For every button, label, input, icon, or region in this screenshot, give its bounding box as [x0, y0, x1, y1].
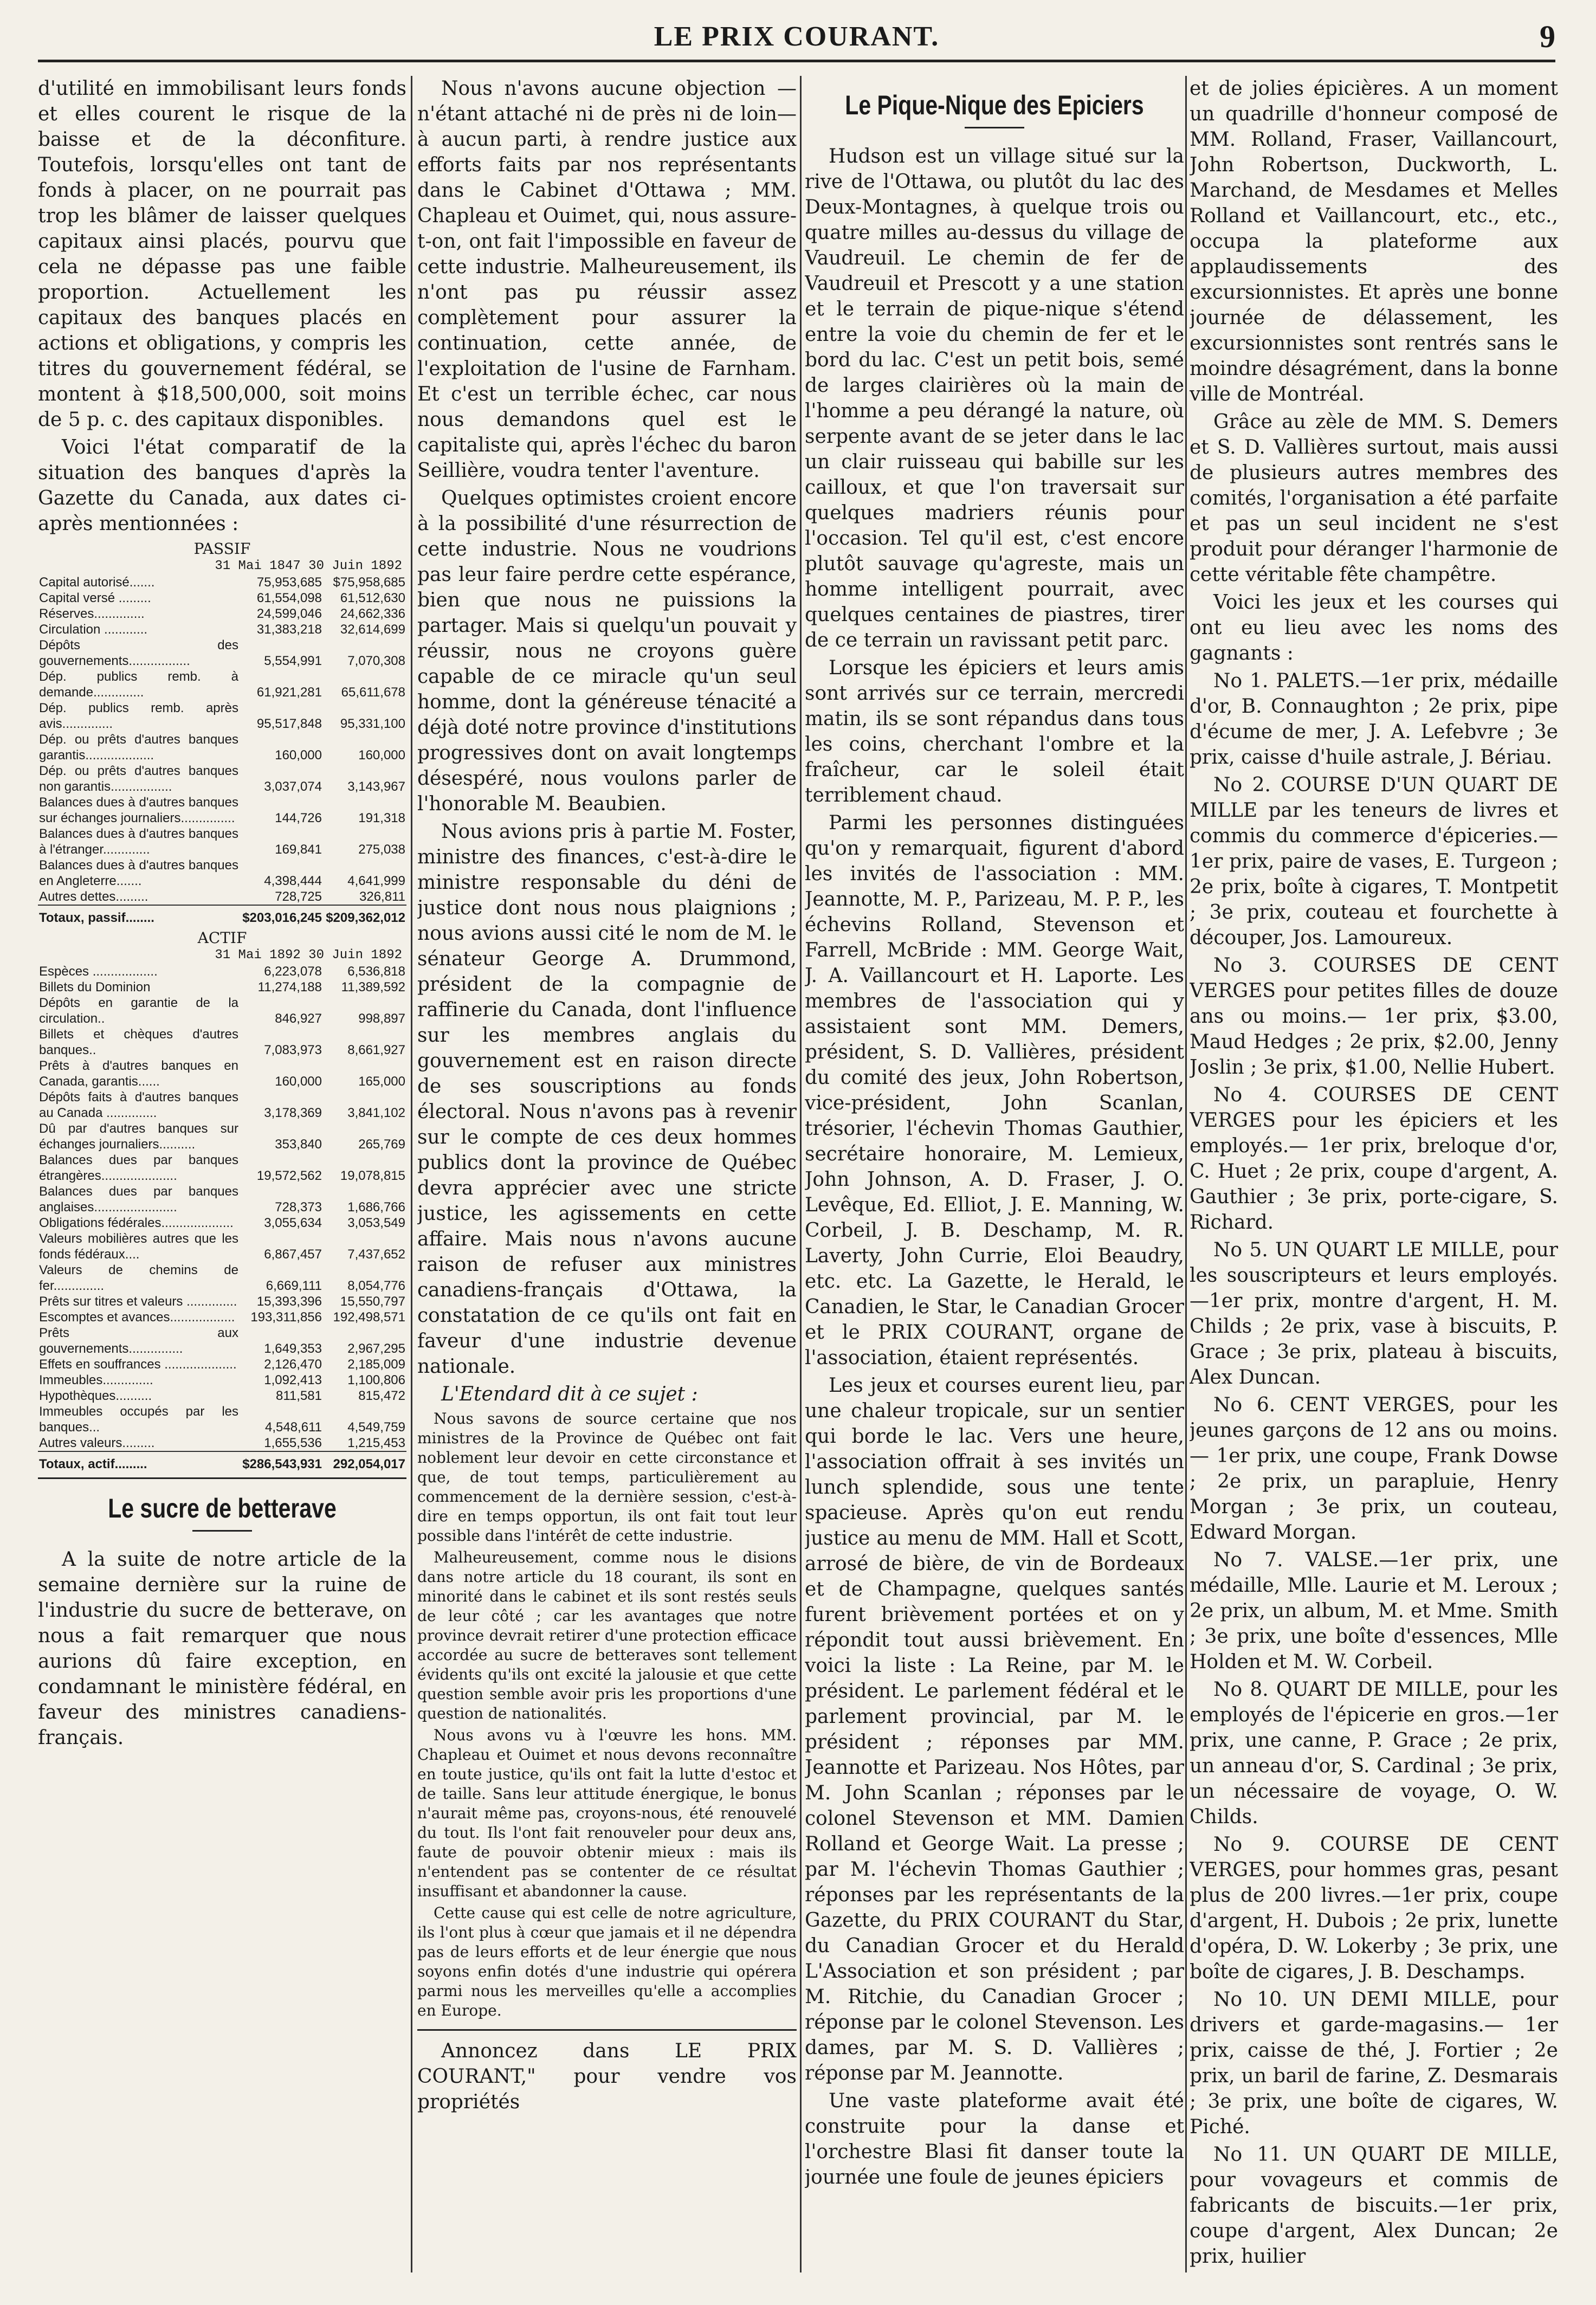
row-label: Effets en souffrances .................... [39, 1357, 237, 1372]
total-june: 292,054,017 [323, 1451, 406, 1472]
table-row [38, 1058, 406, 1089]
value-june: 1,686,766 [347, 1200, 405, 1215]
value-june: 2,967,295 [347, 1341, 405, 1356]
value-may: 193,311,856 [250, 1310, 322, 1325]
row-label: Valeurs de chemins de fer.............. [39, 1263, 238, 1293]
value-may: 160,000 [275, 1074, 322, 1089]
value-june: 998,897 [358, 1011, 405, 1026]
actif-table [38, 964, 406, 1472]
value-1847: 24,599,046 [256, 606, 322, 621]
value-1847: 160,000 [275, 748, 322, 763]
row-label: Escomptes et avances.................. [39, 1310, 235, 1325]
row-label: Prêts aux gouvernements............... [39, 1326, 238, 1356]
actif-dates: 31 Mai 1892 30 Juin 1892 [215, 948, 402, 963]
paragraph: L'Etendard dit à ce sujet : [441, 1383, 698, 1405]
value-june: 1,100,806 [347, 1373, 405, 1387]
value-1847: 61,921,281 [256, 685, 322, 700]
value-1892: 61,512,630 [340, 591, 405, 605]
piquenique-headline: Le Pique-Nique des Epiciers [845, 90, 1144, 120]
prize-entry: No 4. COURSES DE CENT VERGES pour les épiciers et les employés.— 1er prix, breloque d'or, C. Huet ; 2e prix, coupe d'argent, A. Gauthier ; 3e prix, porte-cigare, S. Richard. [1190, 1084, 1558, 1234]
prize-entry: No 8. QUART DE MILLE, pour les employés de l'épicerie en gros.—1er prix, une canne, P. Grace ; 2e prix, un anneau d'or, S. Cardinal ; 3e prix, un nécessaire de voyage, O. W. Childs. [1190, 1678, 1558, 1828]
quote-paragraph: Malheureusement, comme nous le disions dans notre article du 18 courant, ils sont en minorité dans le cabinet et ils sont restés seuls de leur côté ; car les avantages que notre province devrait retirer d'une protection efficace accordée au sucre de betteraves sont tellement évidents qu'ils ont excité la jalousie et que cette question semble avoir pris les proportions d'une question de nationalités. [417, 1548, 797, 1722]
row-label: Valeurs mobilières autres que les fonds fédéraux.... [39, 1231, 238, 1262]
value-may: 1,649,353 [264, 1341, 322, 1356]
table-row [38, 1388, 406, 1404]
paragraph: A la suite de notre article de la semaine dernière sur la ruine de l'industrie du sucre de betterave, on nous a fait remarquer que nous aurions dû faire exception, en condamnant le ministère fédéral, en faveur des ministres canadiens-français. [38, 1548, 406, 1749]
total-may: $286,543,931 [240, 1451, 323, 1472]
value-may: 7,083,973 [264, 1043, 322, 1057]
column-2 [417, 76, 797, 2272]
row-label: Dépôts des gouvernements................. [39, 638, 238, 668]
row-label: Immeubles occupés par les banques... [39, 1404, 238, 1435]
paragraph: et de jolies épicières. A un moment un quadrille d'honneur composé de MM. Rolland, Fraser, Vaillancourt, John Robertson, Duckworth, L. Marchand, de Mesdames et Melles Rolland et Vaillancourt, etc., etc., occupa la plateforme aux applaudissements des excursionnistes. Et après une bonne journée de délassement, les excursionnistes sont rentrés sans le moindre désagrément, dans la bonne ville de Montréal. [1190, 78, 1558, 405]
bank-statement-passif [38, 540, 406, 926]
prize-entry: No 11. UN QUART DE MILLE, pour vovageurs et commis de fabricants de biscuits.—1er prix, coupe d'argent, Alex Duncan; 2e prix, huilier [1190, 2143, 1558, 2268]
quote-paragraph: Nous savons de source certaine que nos ministres de la Province de Québec ont fait noblement leur devoir en cette circonstance et que, de tout temps, particulièrement au commencement de la dernière session, c'est-à-dire en temps opportun, ils ont fait tout leur possible dans l'intérêt de cette industrie. [417, 1410, 797, 1545]
table-row [38, 795, 406, 826]
actif-heading: ACTIF [197, 929, 247, 947]
value-1847: 75,953,685 [256, 575, 322, 590]
value-1847: 728,725 [275, 889, 322, 904]
table-row [38, 1231, 406, 1262]
table-row [38, 1435, 406, 1451]
value-june: 3,053,549 [347, 1216, 405, 1230]
paragraph: Nous avions pris à partie M. Foster, ministre des finances, c'est-à-dire le ministre responsable du déni de justice dont nous nous plaignions ; nous avions aussi cité le nom de M. le sénateur George A. Drummond, président de la compagnie de raffinerie du Canada, dont l'influence sur les membres anglais du gouvernement est en raison directe de ses souscriptions au fonds électoral. Nous n'avons pas à revenir sur le compte de ces deux hommes publics dont la province de Québec devra apprécier avec une stricte justice, les agissements en cette affaire. Mais nous n'avons aucune raison de refuser aux ministres canadiens-français d'Ottawa, la constatation de ce qu'ils ont fait en faveur d'une industrie devenue nationale. [417, 821, 797, 1378]
bank-statement-actif [38, 929, 406, 1472]
value-1892: 326,811 [359, 889, 405, 904]
prize-entry: No 10. UN DEMI MILLE, pour drivers et garde-magasins.— 1er prix, caisse de thé, J. Fortier ; 2e prix, un baril de farine, Z. Desmarais ; 3e prix, une boîte de cigares, W. Piché. [1190, 1988, 1558, 2138]
prize-entry: No 6. CENT VERGES, pour les jeunes garçons de 12 ans ou moins.— 1er prix, une coupe, Frank Dowse ; 2e prix, un parapluie, Henry Morgan ; 3e prix, un couteau, Edward Morgan. [1190, 1394, 1558, 1544]
value-june: 19,078,815 [340, 1168, 405, 1183]
value-1892: 32,614,699 [340, 622, 405, 637]
value-may: 2,126,470 [264, 1357, 322, 1372]
table-row [38, 1121, 406, 1152]
value-may: 3,178,369 [264, 1106, 322, 1120]
total-label: Totaux, passif........ [38, 905, 240, 926]
table-row [38, 622, 406, 637]
row-label: Prêts à d'autres banques en Canada, garantis...... [39, 1058, 238, 1089]
row-label: Dépôts faits à d'autres banques au Canada .............. [39, 1090, 238, 1120]
table-row [38, 1294, 406, 1309]
value-june: 15,550,797 [340, 1294, 405, 1309]
masthead [38, 11, 1555, 62]
row-label: Dû par d'autres banques sur échanges journaliers.......... [39, 1121, 238, 1152]
table-row [38, 1404, 406, 1435]
table-row [38, 1184, 406, 1215]
row-label: Dép. ou prêts d'autres banques non garantis................. [39, 764, 238, 794]
value-june: 2,185,009 [347, 1357, 405, 1372]
value-1892: 275,038 [358, 842, 405, 857]
paragraph: Les jeux et courses eurent lieu, par une chaleur tropicale, sur un sentier qui borde le lac. Vers une heure, l'association offrait à ses invités un lunch splendide, sous une tente spacieuse. Après qu'on eut rendu justice au menu de MM. Hall et Scott, arrosé de bière, de vin de Bordeaux et de Champagne, quelques santés furent brièvement portées et on y répondit tout aussi brièvement. En voici la liste : La Reine, par M. le président. Le parlement fédéral et le parlement provincial, par M. le président ; réponses par MM. Jeannotte et Parizeau. Nos Hôtes, par M. John Scanlan ; réponses par le colonel Stevenson et MM. Damien Rolland et George Wait. La presse ; par M. l'échevin Thomas Gauthier ; réponses par les représentants de la Gazette, du PRIX COURANT du Star, du Canadian Grocer et du Herald L'Association et son président ; par M. Ritchie, du Canadian Grocer ; réponse par le colonel Stevenson. Les dames, par M. S. D. Vallières ; réponse par M. Jeannotte. [805, 1374, 1184, 2084]
quotation [417, 1409, 797, 2020]
value-may: 4,548,611 [265, 1420, 322, 1435]
paragraph: Nous n'avons aucune objection —n'étant attaché ni de près ni de loin—à aucun parti, à rendre justice aux efforts faits par nos représentants dans le Cabinet d'Ottawa ; MM. Chapleau et Ouimet, qui, nous assure-t-on, ont fait l'impossible en faveur de cette industrie. Malheureusement, ils n'ont pas pu réussir assez complètement pour assurer la continuation, cette année, de l'exploitation de l'usine de Farnham. Et c'est un terrible échec, car nous nous demandons quel est le capitaliste qui, après l'échec du baron Seillière, voudra tenter l'aventure. [417, 78, 797, 482]
table-row [38, 1152, 406, 1184]
table-row [38, 1026, 406, 1058]
value-1892: 24,662,336 [340, 606, 405, 621]
row-label: Réserves.............. [39, 606, 145, 621]
row-label: Immeubles.............. [39, 1373, 153, 1387]
value-may: 728,373 [275, 1200, 322, 1215]
total-1847: $203,016,245 [240, 905, 323, 926]
row-label: Balances dues à d'autres banques à l'étranger............. [39, 827, 238, 857]
row-label: Circulation ............ [39, 622, 148, 637]
row-label: Autres dettes......... [39, 889, 148, 904]
column-divider [800, 76, 802, 2272]
table-row [38, 590, 406, 606]
value-1847: 144,726 [275, 811, 322, 825]
row-label: Obligations fédérales.................... [39, 1216, 234, 1230]
table-row [38, 732, 406, 763]
total-label: Totaux, actif......... [38, 1451, 240, 1472]
value-1847: 3,037,074 [264, 779, 322, 794]
paragraph: Une vaste plateforme avait été construite pour la danse et l'orchestre Blasi fit danser toute la journée une foule de jeunes épiciers [805, 2090, 1184, 2188]
row-label: Autres valeurs......... [39, 1436, 155, 1450]
value-1892: 160,000 [358, 748, 405, 763]
value-may: 1,092,413 [264, 1373, 322, 1387]
value-june: 192,498,571 [333, 1310, 405, 1325]
value-may: 11,274,188 [257, 980, 322, 995]
value-1847: 95,517,848 [256, 716, 322, 731]
value-june: 165,000 [358, 1074, 405, 1089]
advertisement-text: Annoncez dans LE PRIX COURANT," pour vendre vos propriétés [417, 2040, 797, 2113]
value-may: 353,840 [275, 1137, 322, 1152]
value-may: 6,223,078 [264, 964, 322, 979]
column-1 [38, 76, 406, 2272]
table-row [38, 763, 406, 795]
table-row [38, 995, 406, 1026]
column-divider [411, 76, 412, 2272]
row-label: Hypothèques.......... [39, 1389, 152, 1403]
table-row [38, 1357, 406, 1372]
row-label: Dép. ou prêts d'autres banques garantis................... [39, 732, 238, 763]
row-label: Prêts sur titres et valeurs .............. [39, 1294, 237, 1309]
prize-entry: No 3. COURSES DE CENT VERGES pour petites filles de douze ans ou moins.— 1er prix, $3.00, Maud Hedges ; 2e prix, $2.00, Jenny Joslin ; 3e prix, $1.00, Nellie Hubert. [1190, 954, 1558, 1079]
quote-paragraph: Nous avons vu à l'œuvre les hons. MM. Chapleau et Ouimet et nous devons reconnaître en toute justice, qu'ils ont fait la lutte d'estoc et de taille. Sans leur attitude énergique, le bonus n'aurait même pas, croyons-nous, été renouvelé du tout. Ils l'ont fait renouveler pour deux ans, faute de pouvoir obtenir mieux : mais ils n'entendent pas se contenter de ce résultat insuffisant et abandonner la cause. [417, 1726, 797, 1900]
paragraph: Voici l'état comparatif de la situation des banques d'après la Gazette du Canada, aux dates ci-après mentionnées : [38, 436, 406, 535]
table-row [38, 857, 406, 889]
value-may: 6,867,457 [264, 1247, 322, 1262]
table-row [38, 1089, 406, 1121]
paragraph: d'utilité en immobilisant leurs fonds et elles courent le risque de la baisse et de la déconfiture. Toutefois, lorsqu'elles ont tant de fonds à placer, on ne pourrait pas trop les blâmer de laisser quelques capitaux ainsi placés, pourvu que cela ne dépasse pas une faible proportion. Actuellement les capitaux des banques placés en actions et obligations, y compris les titres du gouvernement fédéral, se montent à $18,500,000, soit moins de 5 p. c. des capitaux disponibles. [38, 78, 406, 431]
prize-entry: No 9. COURSE DE CENT VERGES, pour hommes gras, pesant plus de 200 livres.—1er prix, coupe d'argent, H. Dubois ; 2e prix, lunette d'opéra, D. W. Lokerby ; 3e prix, une boîte de cigares, J. B. Deschamps. [1190, 1833, 1558, 1983]
headline-rule [192, 1530, 252, 1532]
row-label: Balances dues par banques étrangères..................... [39, 1153, 238, 1183]
value-may: 846,927 [275, 1011, 322, 1026]
row-label: Dépôts en garantie de la circulation.. [39, 996, 238, 1026]
table-row [38, 1262, 406, 1294]
value-1847: 5,554,991 [264, 654, 322, 668]
quote-paragraph: Cette cause qui est celle de notre agriculture, ils l'ont plus à cœur que jamais et il ne dépendra pas de leurs efforts et de leur énergie que nous soyons enfin dotés d'une industrie qui opérera parmi nous les merveilles qu'elle a accomplies en Europe. [417, 1904, 797, 2019]
page-number: 9 [1540, 19, 1555, 54]
table-row [38, 826, 406, 857]
passif-dates: 31 Mai 1847 30 Juin 1892 [215, 559, 402, 573]
value-june: 4,549,759 [347, 1420, 405, 1435]
row-label: Espèces .................. [39, 964, 158, 979]
value-june: 8,054,776 [347, 1279, 405, 1293]
value-june: 1,215,453 [347, 1436, 405, 1450]
value-may: 3,055,634 [264, 1216, 322, 1230]
prize-entry: No 5. UN QUART LE MILLE, pour les souscripteurs et leurs employés. —1er prix, montre d'argent, H. M. Childs ; 2e prix, vase à biscuits, P. Grace ; 3e prix, plateau à biscuits, Alex Duncan. [1190, 1239, 1558, 1389]
row-label: Dép. publics remb. à demande.............. [39, 669, 238, 700]
row-label: Billets du Dominion [39, 980, 151, 995]
column-divider [1185, 76, 1187, 2272]
table-row [38, 889, 406, 905]
value-may: 6,669,111 [266, 1279, 322, 1293]
value-1892: $75,958,685 [333, 575, 405, 590]
value-june: 7,437,652 [347, 1247, 405, 1262]
value-june: 815,472 [358, 1389, 405, 1403]
table-row [38, 669, 406, 700]
row-label: Billets et chèques d'autres banques.. [39, 1027, 238, 1057]
table-row [38, 700, 406, 732]
prize-entry: No 1. PALETS.—1er prix, médaille d'or, B. Connaughton ; 2e prix, pipe d'écume de mer, J. A. Lefebvre ; 3e prix, caisse d'huile astrale, J. Bériau. [1190, 670, 1558, 769]
table-row [38, 606, 406, 622]
value-1892: 191,318 [358, 811, 405, 825]
column-3 [805, 76, 1184, 2272]
value-june: 11,389,592 [341, 980, 405, 995]
total-1892: $209,362,012 [323, 905, 406, 926]
passif-heading: PASSIF [193, 540, 251, 558]
value-1892: 4,641,999 [347, 874, 405, 888]
value-1847: 169,841 [275, 842, 322, 857]
value-may: 811,581 [276, 1389, 322, 1403]
paragraph: Hudson est un village situé sur la rive de l'Ottawa, ou plutôt du lac des Deux-Montagnes, à quelque trois ou quatre milles au-dessus du village de Vaudreuil. Le chemin de fer de Vaudreuil et Prescott y a une station et le terrain de pique-nique s'étend entre la voie du chemin de fer et le bord du lac. C'est un petit bois, semé de larges clairières où la main de l'homme a peu dérangé la nature, où serpente avant de se jeter dans le lac un clair ruisseau qui babille sur les cailloux, et que l'on traversait sur quelques madriers réunis pour l'occasion. Tel qu'il est, c'est encore plutôt sauvage qu'agreste, mais un homme intelligent pourrait, avec quelques centaines de piastres, tirer de ce terrain un ravissant petit parc. [805, 145, 1184, 651]
paragraph: Quelques optimistes croient encore à la possibilité d'une résurrection de cette industrie. Nous ne voudrions pas leur faire perdre cette espérance, bien que nous ne puissions la partager. Mais si quelqu'un pouvait y réussir, nous ne croyons guère capable de ce miracle qu'un seul homme, dont la généreuse ténacité a déjà doté notre province d'institutions progressives dont on avait longtemps désespéré, nous voulons parler de l'honorable M. Beaubien. [417, 487, 797, 815]
section-divider [38, 1477, 406, 1479]
headline-rule [965, 127, 1024, 128]
paragraph: Parmi les personnes distinguées qu'on y remarquait, figurent d'abord les invités de l'association : MM. Jeannotte, M. P., Parizeau, M. P. P., les échevins Rolland, Stevenson et Farrell, McBride : MM. George Wait, J. A. Vaillancourt et H. Laporte. Les membres de l'association qui y assistaient sont MM. Demers, président, S. D. Vallières, président du comité des jeux, John Robertson, vice-président, John Scanlan, trésorier, l'échevin Thomas Gauthier, secrétaire honoraire, M. Lemieux, John Johnson, A. D. Fraser, J. O. Levêque, Ed. Elliot, J. E. Manning, W. Corbeil, J. B. Deschamp, M. R. Laverty, John Currie, Eloi Beaudry, etc. etc. La Gazette, le Herald, le Canadien, le Star, le Canadian Grocer et le PRIX COURANT, organe de l'association, étaient représentés. [805, 812, 1184, 1369]
paragraph: Grâce au zèle de MM. S. Demers et S. D. Vallières surtout, mais aussi de plusieurs autres membres des comités, l'organisation a été parfaite et pas un seul incident ne s'est produit pour déranger l'harmonie de cette véritable fête champêtre. [1190, 411, 1558, 586]
prize-entry: No 7. VALSE.—1er prix, une médaille, Mlle. Laurie et M. Leroux ; 2e prix, un album, M. et Mme. Smith ; 3e prix, une boîte d'essences, Mlle Holden et M. W. Corbeil. [1190, 1549, 1558, 1673]
row-label: Capital versé ......... [39, 591, 151, 605]
row-label: Balances dues à d'autres banques en Angleterre....... [39, 858, 238, 888]
table-row [38, 1215, 406, 1231]
row-label: Balances dues à d'autres banques sur échanges journaliers............... [39, 795, 238, 825]
value-may: 1,655,536 [264, 1436, 322, 1450]
row-label: Dép. publics remb. après avis.............. [39, 701, 238, 731]
value-june: 6,536,818 [347, 964, 405, 979]
passif-table [38, 574, 406, 926]
value-1847: 61,554,098 [256, 591, 322, 605]
value-may: 19,572,562 [256, 1168, 322, 1183]
value-1892: 3,143,967 [347, 779, 405, 794]
table-row [38, 979, 406, 995]
newspaper-title: LE PRIX COURANT. [654, 21, 940, 52]
column-4 [1190, 76, 1558, 2272]
table-row [38, 574, 406, 590]
row-label: Capital autorisé....... [39, 575, 155, 590]
table-row [38, 964, 406, 979]
value-june: 265,769 [358, 1137, 405, 1152]
row-label: Balances dues par banques anglaises....................... [39, 1184, 238, 1215]
table-row [38, 1309, 406, 1325]
total-row [38, 905, 406, 926]
prize-entry: No 2. COURSE D'UN QUART DE MILLE par les teneurs de livres et commis du commerce d'épiceries.—1er prix, paire de vases, E. Turgeon ; 2e prix, boîte à cigares, T. Montpetit ; 3e prix, couteau et fourchette à découper, Jos. Lamoureux. [1190, 774, 1558, 949]
table-row [38, 1372, 406, 1388]
paragraph: Voici les jeux et les courses qui ont eu lieu avec les noms des gagnants : [1190, 591, 1558, 664]
advertisement [417, 2029, 797, 2115]
value-june: 8,661,927 [347, 1043, 405, 1057]
value-1847: 31,383,218 [256, 622, 322, 637]
value-1892: 65,611,678 [341, 685, 405, 700]
paragraph: Lorsque les épiciers et leurs amis sont arrivés sur ce terrain, mercredi matin, ils se sont répandus dans tous les coins, cherchant l'ombre et la fraîcheur, car le soleil était terriblement chaud. [805, 657, 1184, 806]
sucre-headline: Le sucre de betterave [108, 1493, 337, 1523]
value-may: 15,393,396 [256, 1294, 322, 1309]
value-1892: 7,070,308 [347, 654, 405, 668]
table-row [38, 637, 406, 669]
value-1847: 4,398,444 [264, 874, 322, 888]
total-row [38, 1451, 406, 1472]
value-1892: 95,331,100 [340, 716, 405, 731]
value-june: 3,841,102 [347, 1106, 405, 1120]
table-row [38, 1325, 406, 1357]
